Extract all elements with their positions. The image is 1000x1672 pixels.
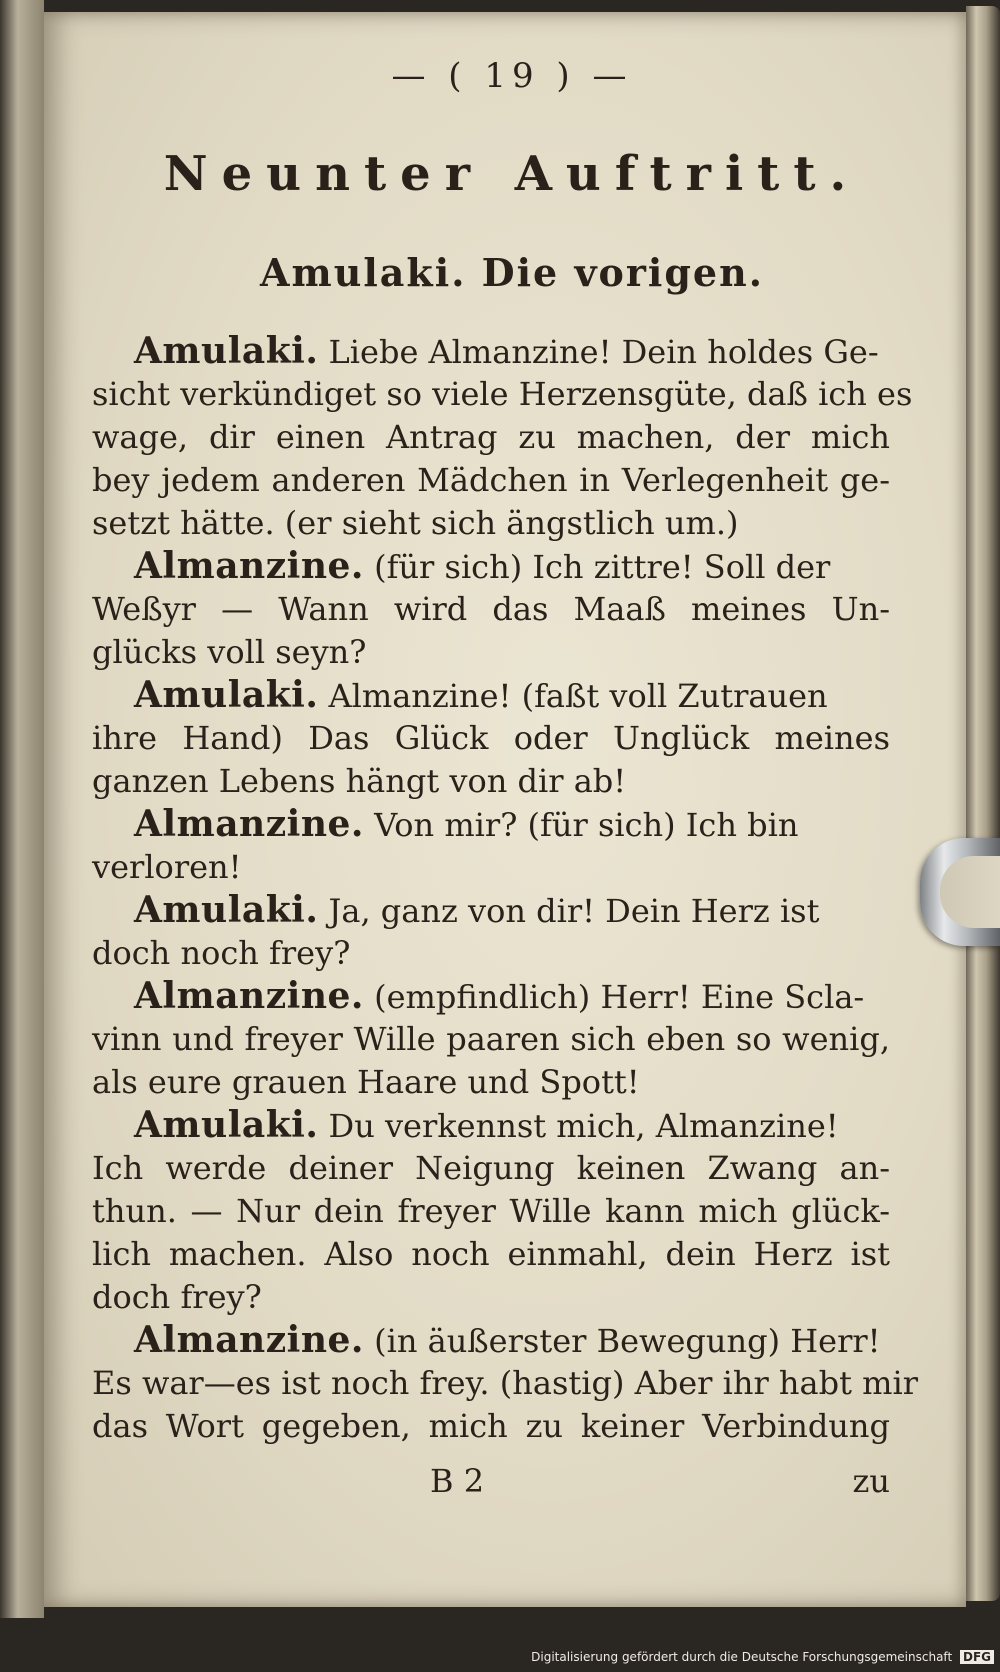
- text-line: [134, 889, 890, 932]
- line-text: sicht verkündiget so viele Herzensgüte, daß ich es: [92, 375, 913, 413]
- text-line: [92, 1405, 890, 1448]
- act-title: Neunter Auftritt.: [163, 146, 861, 202]
- text-line: [92, 1190, 890, 1233]
- line-text: als eure grauen Haare und Spott!: [92, 1063, 640, 1101]
- line-text: ganzen Lebens hängt von dir ab!: [92, 762, 627, 800]
- text-line: [92, 502, 890, 545]
- line-text: doch frey?: [92, 1278, 262, 1316]
- line-text: Ja, ganz von dir! Dein Herz ist: [318, 892, 820, 930]
- speaker-name: Almanzine.: [134, 1319, 364, 1361]
- text-line: [92, 1147, 890, 1190]
- line-text: (empfindlich) Herr! Eine Scla-: [363, 978, 865, 1016]
- line-text: Von mir? (für sich) Ich bin: [363, 806, 799, 844]
- text-line: [134, 803, 890, 846]
- text-line: [92, 416, 890, 459]
- page-text: [92, 56, 918, 1448]
- page-footer-marks: [134, 1462, 890, 1506]
- speaker-name: Almanzine.: [134, 545, 364, 587]
- speaker-name: Almanzine.: [134, 975, 364, 1017]
- text-line: [92, 1233, 890, 1276]
- dfg-logo: DFG: [960, 1650, 994, 1664]
- text-line: [92, 846, 890, 889]
- speaker-name: Amulaki.: [134, 330, 319, 372]
- page-clip-gap: [940, 856, 1000, 928]
- line-text: das Wort gegeben, mich zu keiner Verbindung: [92, 1407, 890, 1445]
- line-text: (für sich) Ich zittre! Soll der: [363, 548, 831, 586]
- text-line: [92, 760, 890, 803]
- page-number: — ( 19 ) —: [391, 56, 633, 96]
- text-line: [134, 674, 890, 717]
- line-text: Ich werde deiner Neigung keinen Zwang an-: [92, 1149, 890, 1187]
- text-line: [134, 1104, 890, 1147]
- line-text: bey jedem anderen Mädchen in Verlegenheit ge-: [92, 461, 890, 499]
- line-text: vinn und freyer Wille paaren sich eben so wenig,: [92, 1020, 890, 1058]
- speaker-name: Amulaki.: [134, 674, 319, 716]
- line-text: ihre Hand) Das Glück oder Unglück meines: [92, 719, 890, 757]
- speaker-name: Amulaki.: [134, 889, 319, 931]
- page-stack-edge: [966, 6, 1000, 1601]
- adjacent-page-edge: [0, 0, 44, 1618]
- text-line: [134, 975, 890, 1018]
- dialogue-body: [92, 330, 918, 1448]
- text-line: [92, 1276, 890, 1319]
- line-text: verloren!: [92, 848, 242, 886]
- line-text: thun. — Nur dein freyer Wille kann mich glück-: [92, 1192, 890, 1230]
- line-text: lich machen. Also noch einmahl, dein Herz ist: [92, 1235, 890, 1273]
- text-line: [92, 1018, 890, 1061]
- text-line: [134, 330, 890, 373]
- line-text: (in äußerster Bewegung) Herr!: [363, 1322, 881, 1360]
- text-line: [134, 545, 890, 588]
- text-line: [92, 717, 890, 760]
- line-text: wage, dir einen Antrag zu machen, der mich: [92, 418, 890, 456]
- text-line: [92, 373, 913, 416]
- line-text: Du verkennst mich, Almanzine!: [318, 1107, 839, 1145]
- line-text: Liebe Almanzine! Dein holdes Ge-: [318, 333, 879, 371]
- digitization-credit: [531, 1650, 994, 1664]
- text-line: [92, 1061, 890, 1104]
- speaker-name: Amulaki.: [134, 1104, 319, 1146]
- line-text: glücks voll seyn?: [92, 633, 367, 671]
- text-line: [92, 588, 890, 631]
- line-text: setzt hätte. (er sieht sich ängstlich um.): [92, 504, 739, 542]
- line-text: Almanzine! (faßt voll Zutrauen: [318, 677, 828, 715]
- line-text: doch noch frey?: [92, 934, 351, 972]
- text-line: [134, 1319, 890, 1362]
- text-line: [92, 1362, 918, 1405]
- speaker-name: Almanzine.: [134, 803, 364, 845]
- line-text: Weßyr — Wann wird das Maaß meines Un-: [92, 590, 890, 628]
- text-line: [92, 932, 890, 975]
- catchword: zu: [852, 1462, 890, 1500]
- text-line: [92, 459, 890, 502]
- scene-persons: Amulaki. Die vorigen.: [260, 250, 764, 295]
- credit-text: Digitalisierung gefördert durch die Deutsche Forschungsgemeinschaft: [531, 1650, 953, 1664]
- text-line: [92, 631, 890, 674]
- signature-mark: B 2: [430, 1462, 485, 1500]
- line-text: Es war—es ist noch frey. (hastig) Aber ihr habt mir: [92, 1364, 918, 1402]
